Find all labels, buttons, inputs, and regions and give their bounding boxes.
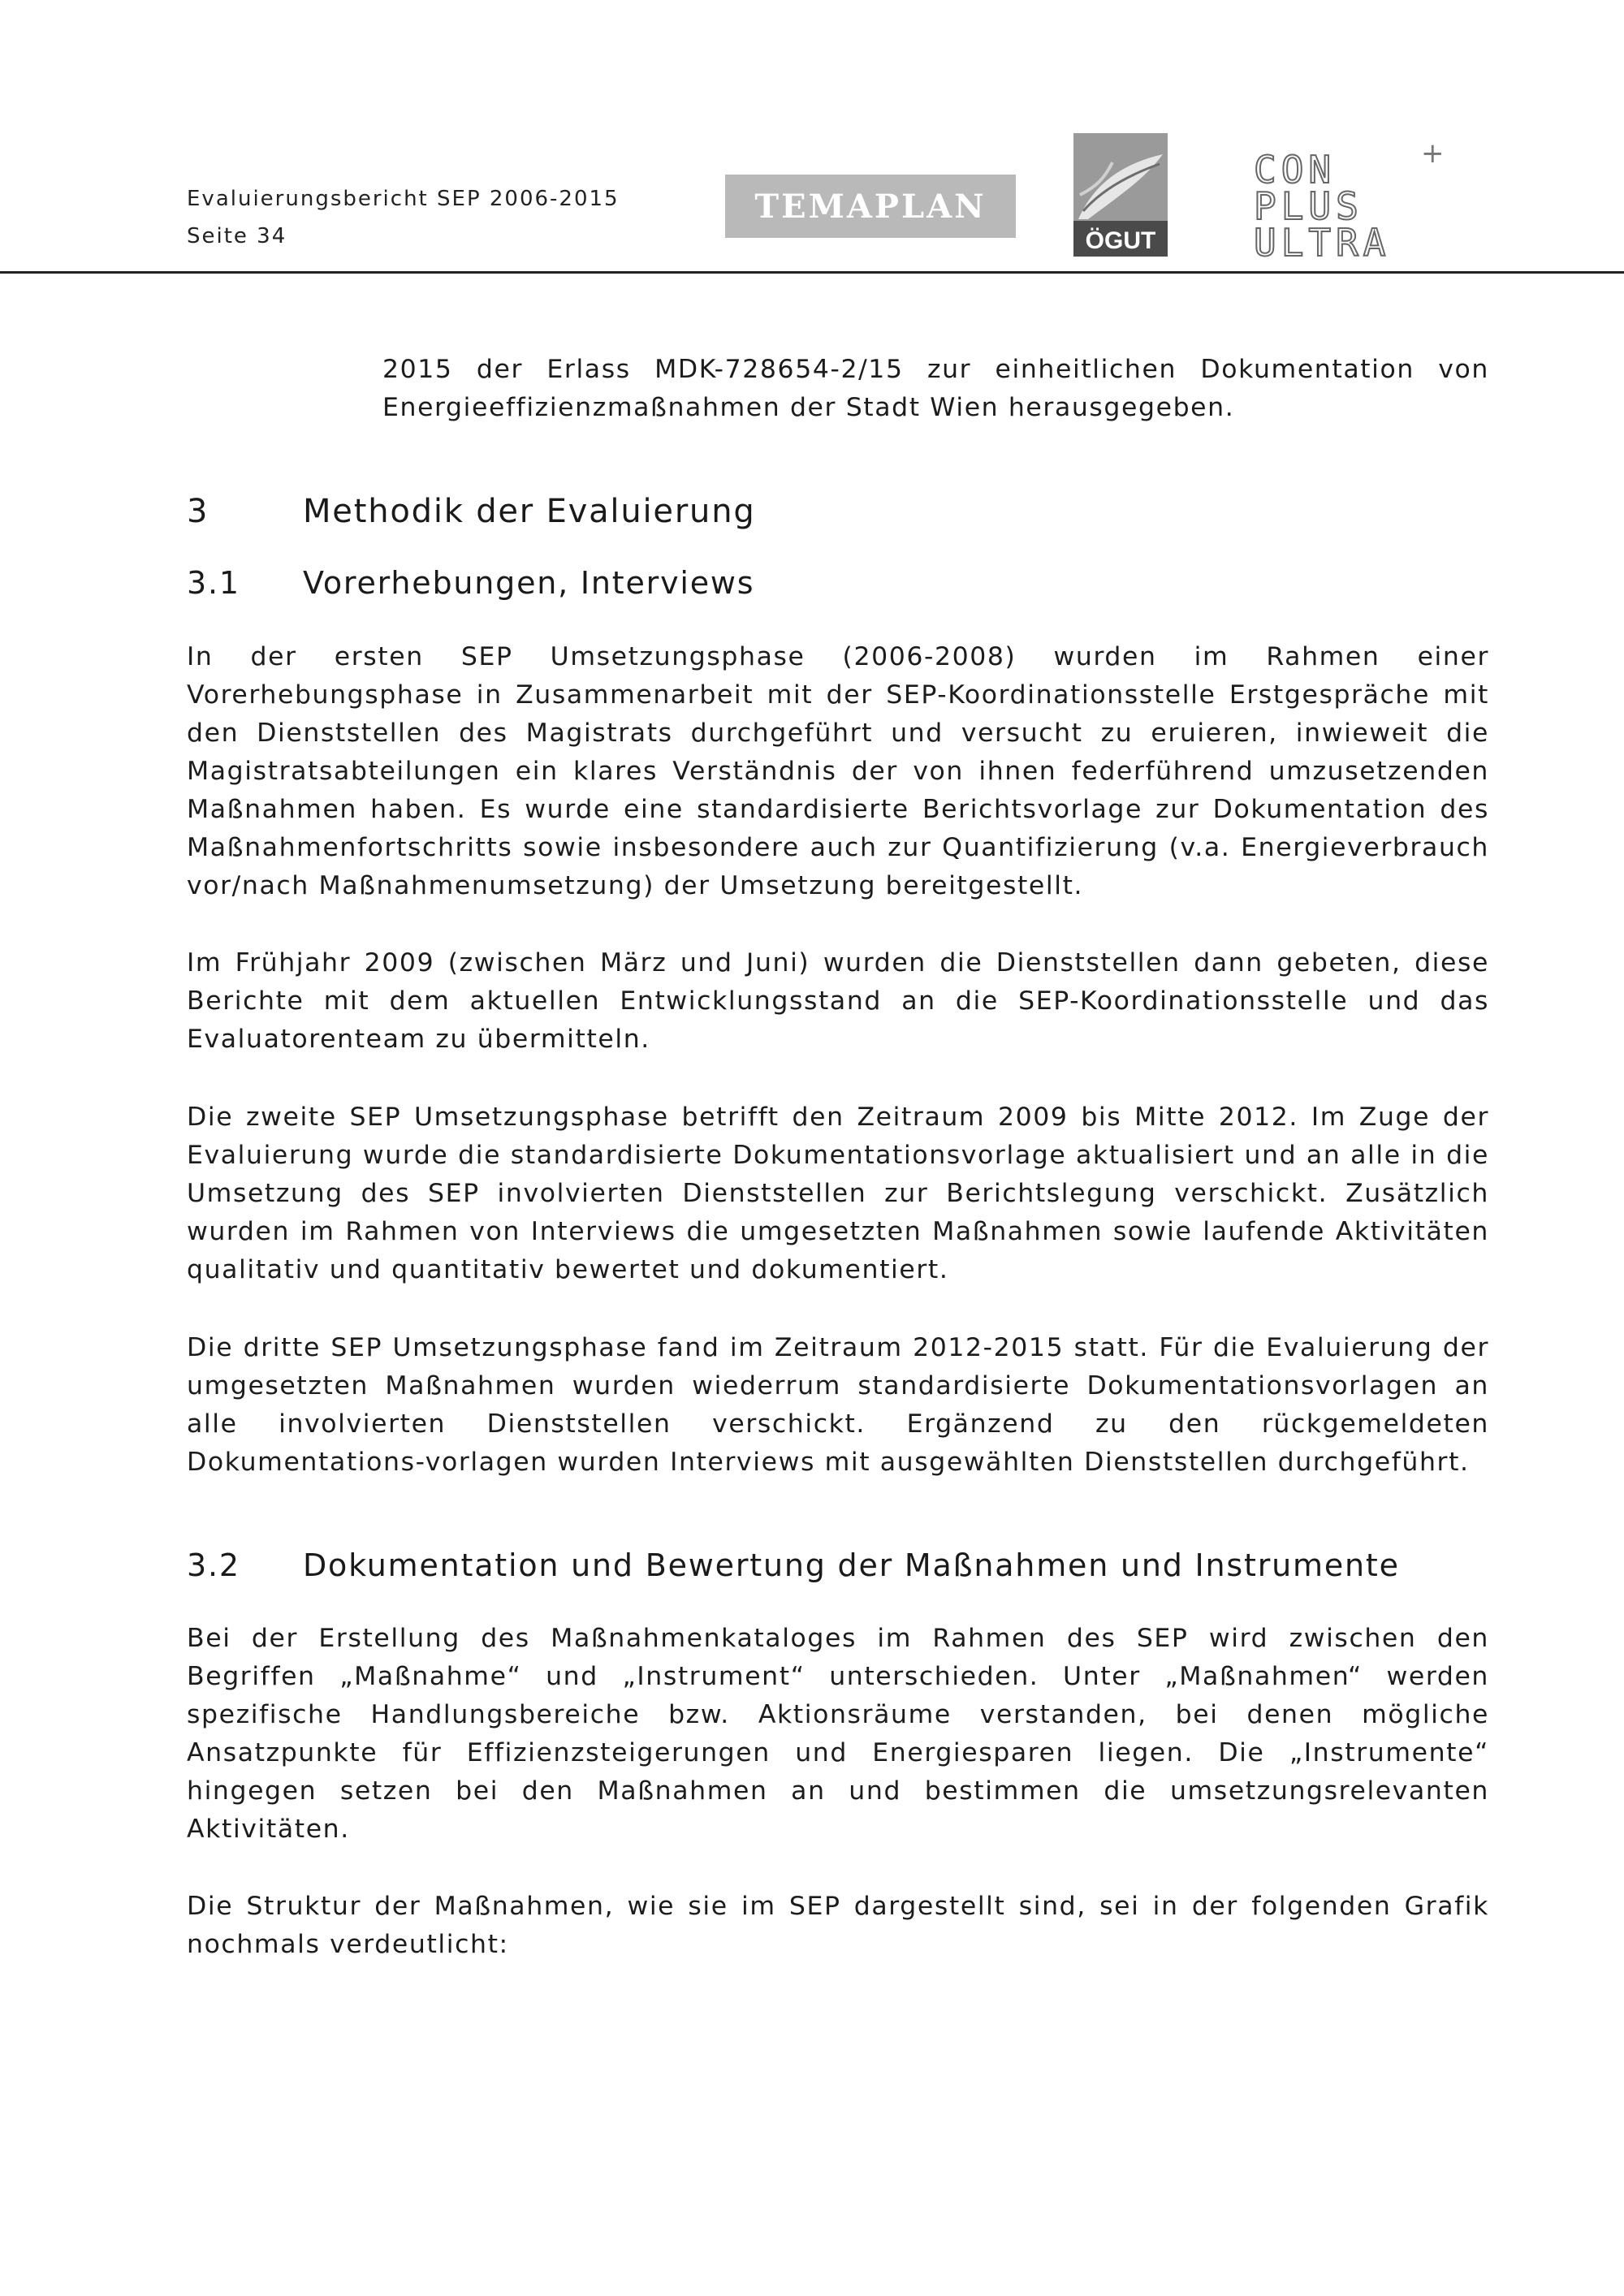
section-title: Methodik der Evaluierung <box>303 493 756 530</box>
section-number: 3.2 <box>187 1547 240 1583</box>
section-title: Vorerhebungen, Interviews <box>303 565 755 601</box>
logo-line-con: CON <box>1254 148 1337 192</box>
paragraph-text: In der ersten SEP Umsetzungsphase (2006-2008) wurden im Rahmen einer Vorerhebungsphase in Zusammenarbeit mit der SEP-Koordinationsstelle Erstgespräche mit den Dienststellen des Magistrats durchgeführt und versucht zu eruieren, inwieweit die Magistratsabteilungen ein klares Verständnis der von ihnen federführend umzusetzenden Maßnahmen haben. Es wurde eine standardisierte Berichtsvorlage zur Dokumentation des Maßnahmenfortschritts sowie insbesondere auch zur Quantifizierung (v.a. Energieverbrauch vor/nach Maßnahmenumsetzung) der Umsetzung bereitgestellt. <box>187 642 1489 900</box>
con-plus-ultra-logo-graphic <box>1250 138 1453 260</box>
header-divider <box>0 271 1624 274</box>
logo-line-ultra: ULTRA <box>1254 221 1391 260</box>
paragraph-text: Die dritte SEP Umsetzungsphase fand im Zeitraum 2012-2015 statt. Für die Evaluierung der umgesetzten Maßnahmen wurden wiederrum standardisierte Dokumentationsvorlagen an alle involvierten Dienststellen verschickt. Ergänzend zu den rückgemeldeten Dokumentations-vorlagen wurden Interviews mit ausgewählten Dienststellen durchgeführt. <box>187 1333 1489 1477</box>
paragraph <box>187 1098 1489 1289</box>
paragraph-text: Im Frühjahr 2009 (zwischen März und Juni) wurden die Dienststellen dann gebeten, diese Berichte mit dem aktuellen Entwicklungsstand an die SEP-Koordinationsstelle und das Evaluatorenteam zu übermitteln. <box>187 948 1489 1054</box>
intro-paragraph <box>382 351 1489 427</box>
ogut-logo-graphic <box>1072 130 1169 260</box>
paragraph-text: Die zweite SEP Umsetzungsphase betrifft den Zeitraum 2009 bis Mitte 2012. Im Zuge der Evaluierung wurde die standardisierte Dokumentationsvorlage aktualisiert und an alle in die Umsetzung des SEP involvierten Dienststellen zur Berichtslegung verschickt. Zusätzlich wurden im Rahmen von Interviews die umgesetzten Maßnahmen sowie laufende Aktivitäten qualitativ und quantitativ bewertet und dokumentiert. <box>187 1103 1489 1284</box>
logo-line-plus: PLUS <box>1254 184 1363 228</box>
paragraph-text: Bei der Erstellung des Maßnahmenkataloges im Rahmen des SEP wird zwischen den Begriffen „Maßnahme“ und „Instrument“ unterschieden. Unter „Maßnahmen“ werden spezifische Handlungsbereiche bzw. Aktionsräume verstanden, bei denen mögliche Ansatzpunkte für Effizienzsteigerungen und Energiesparen liegen. Die „Instrumente“ hingegen setzen bei den Maßnahmen an und bestimmen die umsetzungsrelevanten Aktivitäten. <box>187 1624 1489 1844</box>
page-number: Seite 34 <box>187 224 287 248</box>
section-heading-3 <box>187 493 756 530</box>
paragraph-text: Die Struktur der Maßnahmen, wie sie im SEP dargestellt sind, sei in der folgenden Grafik nochmals verdeutlicht: <box>187 1892 1489 1959</box>
ogut-logo-text: ÖGUT <box>1085 227 1156 254</box>
section-heading-3-2 <box>187 1547 1400 1583</box>
paragraph <box>187 1620 1489 1849</box>
paragraph <box>187 638 1489 905</box>
con-plus-ultra-logo <box>1250 138 1453 260</box>
intro-text: 2015 der Erlass MDK-728654-2/15 zur einheitlichen Dokumentation von Energieeffizienzmaßnahmen der Stadt Wien herausgegeben. <box>382 355 1489 422</box>
report-title: Evaluierungsbericht SEP 2006-2015 <box>187 187 620 211</box>
section-title: Dokumentation und Bewertung der Maßnahmen und Instrumente <box>303 1547 1400 1583</box>
logo-plus-sign: + <box>1421 138 1445 170</box>
paragraph <box>187 944 1489 1059</box>
paragraph <box>187 1329 1489 1482</box>
ogut-logo <box>1072 130 1169 260</box>
section-number: 3 <box>187 493 209 530</box>
section-heading-3-1 <box>187 565 754 601</box>
temaplan-logo: TEMAPLAN <box>725 175 1016 238</box>
page-header <box>187 180 620 255</box>
paragraph <box>187 1888 1489 1964</box>
section-number: 3.1 <box>187 565 240 601</box>
